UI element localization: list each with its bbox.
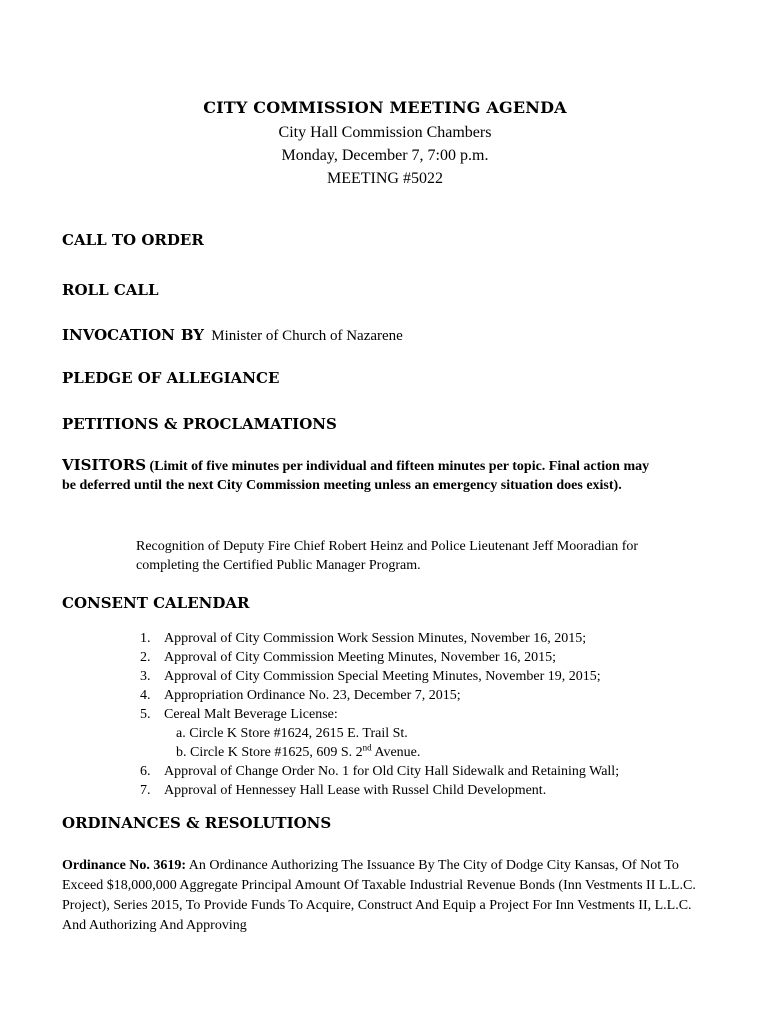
invocation-text: Minister of Church of Nazarene	[211, 328, 403, 344]
meeting-number: MEETING #5022	[327, 170, 443, 187]
consent-item: 5. Cereal Malt Beverage License:	[140, 707, 338, 722]
meeting-location: City Hall Commission Chambers	[278, 124, 492, 141]
section-call-to-order: CALL TO ORDER	[62, 231, 204, 249]
consent-item: 7. Approval of Hennessey Hall Lease with Russel Child Development.	[140, 783, 547, 798]
section-consent-calendar: CONSENT CALENDAR	[62, 594, 250, 612]
consent-item: 3. Approval of City Commission Special Meeting Minutes, November 19, 2015;	[140, 669, 601, 684]
consent-item: 2. Approval of City Commission Meeting Minutes, November 16, 2015;	[140, 650, 556, 665]
ordinance-text: An Ordinance Authorizing The Issuance By The City of Dodge City Kansas, Of Not To Exceed $18,000,000 Aggregate Principal Amount Of Taxable Industrial Revenue Bonds (Inn Vestments II L.L.C. Project), Series 2015, To Provide Funds To Acquire, Construct And Equip a Project For Inn Vestments II, L.L.C. And Authorizing And Approving	[62, 858, 696, 933]
consent-item: 4. Appropriation Ordinance No. 23, December 7, 2015;	[140, 688, 461, 703]
section-pledge: PLEDGE OF ALLEGIANCE	[62, 369, 280, 387]
ordinance-number: Ordinance No. 3619:	[62, 858, 187, 873]
section-petitions: PETITIONS & PROCLAMATIONS	[62, 415, 337, 433]
section-visitors	[62, 456, 662, 495]
section-ordinances: ORDINANCES & RESOLUTIONS	[62, 814, 332, 832]
license-item-a: a. Circle K Store #1624, 2615 E. Trail St.	[176, 726, 408, 741]
meeting-datetime: Monday, December 7, 7:00 p.m.	[281, 147, 489, 164]
recognition-text: Recognition of Deputy Fire Chief Robert Heinz and Police Lieutenant Jeff Mooradian for completing the Certified Public Manager Program.	[136, 539, 639, 573]
consent-item: 6. Approval of Change Order No. 1 for Old City Hall Sidewalk and Retaining Wall;	[140, 764, 620, 779]
agenda-title: CITY COMMISSION MEETING AGENDA	[203, 98, 567, 117]
consent-list	[140, 629, 619, 800]
invocation-by: BY	[180, 326, 205, 344]
license-item-b: b. Circle K Store #1625, 609 S. 2nd Avenue.	[176, 742, 421, 760]
visitors-heading: VISITORS	[62, 456, 147, 474]
section-invocation	[62, 326, 403, 345]
ordinance-paragraph	[62, 856, 702, 936]
consent-item: 1. Approval of City Commission Work Session Minutes, November 16, 2015;	[140, 631, 587, 646]
invocation-heading: INVOCATION	[62, 326, 175, 344]
section-roll-call: ROLL CALL	[62, 281, 159, 299]
visitors-note: (Limit of five minutes per individual and fifteen minutes per topic. Final action may be deferred until the next City Commission meeting unless an emergency situation does exist).	[62, 459, 650, 493]
